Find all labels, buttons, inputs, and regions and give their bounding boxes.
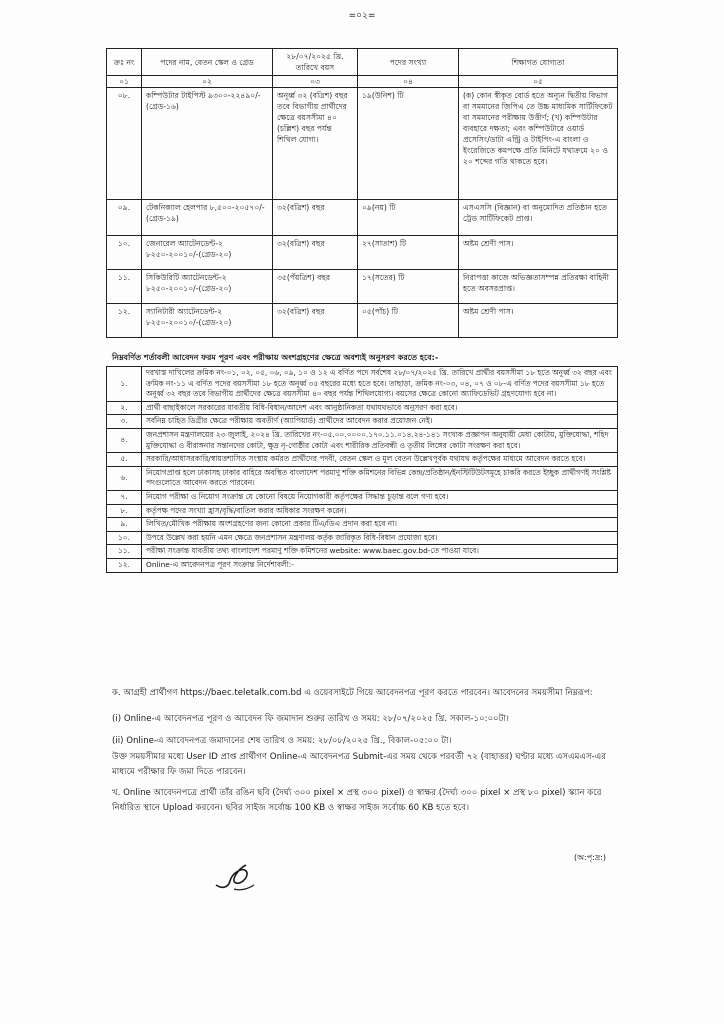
condition-serial: ৩.	[107, 415, 142, 429]
sms-fee-note: উক্ত সময়সীমার মধ্যে User ID প্রাপ্ত প্রার্থীগণ Online-এ আবেদনপত্র Submit-এর সময় থেকে পরবর্তী ৭২ (বাহাত্তর) ঘণ্টার মধ্যে এসএমএস-এর মাধ্যমে পরীক্ষার ফি জমা দিতে পারবেন।	[112, 752, 606, 777]
conditions-heading: নিম্নবর্ণিত শর্তাবলী আবেদন ফরম পূরণ এবং পরীক্ষায় অংশগ্রহণের ক্ষেত্রে অবশ্যই অনুসরণ করতে হবে:-	[112, 353, 439, 362]
application-start-deadline: (i) Online-এ আবেদনপত্র পূরণ ও আবেদন ফি জমাদান শুরুর তারিখ ও সময়: ২৮/০৭/২০২৫ খ্রি. সকাল-১০:০০টা।	[112, 714, 509, 724]
condition-serial: ২.	[107, 401, 142, 415]
header-age: ২৮/০৭/২০২৫ খ্রি. তারিখে বয়স	[273, 49, 358, 76]
condition-serial: ১.	[107, 367, 142, 402]
condition-serial: ৪.	[107, 428, 142, 452]
condition-row	[107, 367, 618, 402]
condition-text: উপরে উল্লেখ করা হয়নি এমন ক্ষেত্রে জনপ্রশাসন মন্ত্রণালয় কর্তৃক জারিকৃত বিধি-বিধান প্রযোজ্য হবে।	[142, 531, 618, 545]
column-number: ০১	[107, 76, 142, 88]
posts-table	[106, 48, 618, 338]
condition-serial: ৮.	[107, 504, 142, 518]
row-serial: ০৯.	[107, 200, 142, 236]
table-row	[107, 236, 618, 270]
condition-row	[107, 466, 618, 490]
condition-text: Online-এ আবেদনপত্র পূরণ সংক্রান্ত নির্দেশাবলী:-	[142, 558, 618, 572]
page-number: =০২=	[348, 11, 376, 21]
condition-serial: ৬.	[107, 466, 142, 490]
condition-text: প্রার্থী বাছাইকালে সরকারের যাবতীয় বিধি-বিধান/আদেশ এবং আনুষ্ঠানিকতা যথাযথভাবে অনুসরণ করা হবে।	[142, 401, 618, 415]
row-qualification: অষ্টম শ্রেণী পাস।	[459, 236, 618, 270]
header-count: পদের সংখ্যা	[358, 49, 459, 76]
row-age: ৩২(বত্রিশ) বছর	[273, 200, 358, 236]
table-row	[107, 88, 618, 200]
application-intro: ক. আগ্রহী প্রার্থীগণ https://baec.teletalk.com.bd এ ওয়েবসাইটে গিয়ে আবেদনপত্র পূরণ করতে পারবেন। আবেদনের সময়সীমা নিম্নরূপ:	[112, 688, 593, 698]
table-row	[107, 304, 618, 338]
column-number: ০৩	[273, 76, 358, 88]
condition-text: নিয়োগপ্রাপ্ত হলে ঢাকাসহ ঢাকার বাহিরে অবস্থিত বাংলাদেশ পরমাণু শক্তি কমিশনের বিভিন্ন কেন্দ্র/প্রতিষ্ঠান/ইনস্টিটিউটসমূহে চাকরি করতে ইচ্ছুক প্রার্থীগণই সংশ্লিষ্ট পদগুলোতে আবেদন করতে পারবেন।	[142, 466, 618, 490]
condition-row	[107, 490, 618, 504]
condition-text: কর্তৃপক্ষ পদের সংখ্যা হ্রাস/বৃদ্ধি/বাতিল করার অধিকার সংরক্ষণ করেন।	[142, 504, 618, 518]
row-post-name: সিকিউরিটি অ্যাটেনডেন্ট-২ ৮২৫০-২০০১০/-(গ্রেড-২০)	[142, 270, 273, 304]
condition-serial: ১১.	[107, 545, 142, 559]
row-serial: ০৮.	[107, 88, 142, 200]
continued-note: (অ:পৃ:দ্র:)	[574, 853, 607, 862]
row-post-name: কম্পিউটার টাইপিস্ট ৯৩০০-২২৪৯০/-(গ্রেড-১৬)	[142, 88, 273, 200]
column-number-row	[107, 76, 618, 88]
row-qualification: (ক) কোন স্বীকৃত বোর্ড হতে অন্যূন দ্বিতীয় বিভাগ বা সমমানের জিপিএ তে উচ্চ মাধ্যমিক সার্টিফিকেট বা সমমানের পরীক্ষায় উত্তীর্ণ; (খ) কম্পিউটার ব্যবহারে দক্ষতা; এবং কম্পিউটারে ওয়ার্ড প্রসেসিং/ডাটা এন্ট্রি ও টাইপিং-এ বাংলা ও ইংরেজিতে কমপক্ষে প্রতি মিনিটে যথাক্রমে ২০ ও ২০ শব্দের গতি থাকতে হবে।	[459, 88, 618, 200]
row-serial: ১১.	[107, 270, 142, 304]
condition-serial: ৫.	[107, 453, 142, 467]
condition-serial: ১২.	[107, 558, 142, 572]
row-post-name: টেকনিক্যাল হেলপার ৮,৫০০-২০৫৭০/-(গ্রেড-১৯)	[142, 200, 273, 236]
condition-row	[107, 428, 618, 452]
condition-row	[107, 545, 618, 559]
condition-serial: ৭.	[107, 490, 142, 504]
row-post-name: স্যানিটারী অ্যাটেনডেন্ট-২ ৮২৫০-২০০১০/-(গ্রেড-২০)	[142, 304, 273, 338]
row-qualification: এসএসসি (বিজ্ঞান) বা অনুমোদিত প্রতিষ্ঠান হতে ট্রেড সার্টিফিকেট প্রাপ্ত।	[459, 200, 618, 236]
row-qualification: নিরাপত্তা কাজে অভিজ্ঞতাসম্পন্ন প্রতিরক্ষা বাহিনী হতে অবসরপ্রাপ্ত।	[459, 270, 618, 304]
row-age: ৩২(বত্রিশ) বছর	[273, 236, 358, 270]
signature-mark	[212, 855, 260, 899]
row-age: অনূর্ধ্ব ৩২ (বত্রিশ) বছর তবে বিভাগীয় প্রার্থীদের ক্ষেত্রে বয়সসীমা ৪০ (চল্লিশ) বছর পর্যন্ত শিথিল যোগ্য।	[273, 88, 358, 200]
condition-serial: ১০.	[107, 531, 142, 545]
condition-text: দরখাস্ত দাখিলের ক্রমিক নং-০১, ০২, ০৫, ০৬, ০৯, ১০ ও ১২ এ বর্ণিত পদে সর্বশেষ ২৮/০৭/২০২৫ খ্রি. তারিখে প্রার্থীর বয়সসীমা ১৮ হতে অনূর্ধ্ব ৩২ বছর এবং ক্রমিক নং-১১ এ বর্ণিত পদের বয়সসীমা ১৮ হতে অনূর্ধ্ব ৩৫ বছরের মধ্যে হতে হবে। তাছাড়া, ক্রমিক নং-০৩, ০৪, ০৭ ও ০৮-এ বর্ণিত পদের বয়সসীমা ১৮ হতে অনূর্ধ্ব ৩২ বছর তবে বিভাগীয় প্রার্থীদের ক্ষেত্রে বয়সসীমা ৪০ বছর পর্যন্ত শিথিলযোগ্য। বয়সের ক্ষেত্রে কোনো অ্যাফিডেভিট গ্রহণযোগ্য হবে না।	[142, 367, 618, 402]
condition-text: জনপ্রশাসন মন্ত্রণালয়ের ২৩ জুলাই, ২০২৪ খ্রি. তারিখের নং-০৫.০০.০০০০.১৭০.১১.০১৪.২৪-১৪১ সংখ্যক প্রজ্ঞাপন অনুযায়ী মেধা কোটায়, মুক্তিযোদ্ধা, শহিদ মুক্তিযোদ্ধা ও বীরাঙ্গনার সন্তানদের কোটা, ক্ষুদ্র নৃ-গোষ্ঠীর কোটা এবং শারীরিক প্রতিবন্ধী ও তৃতীয় লিঙ্গের কোটা সংরক্ষণ করা হবে।	[142, 428, 618, 452]
table-header-row	[107, 49, 618, 76]
column-number: ০৫	[459, 76, 618, 88]
row-qualification: অষ্টম শ্রেণী পাস।	[459, 304, 618, 338]
condition-row	[107, 518, 618, 532]
application-end-deadline: (ii) Online-এ আবেদনপত্র জমাদানের শেষ তারিখ ও সময়: ২৮/০৮/২০২৫ খ্রি., বিকাল-০৫:০০ টা।	[112, 736, 452, 746]
row-post-name: জেনারেল অ্যাটেনডেন্ট-২ ৮২৫০-২০০১০/-(গ্রেড-২০)	[142, 236, 273, 270]
column-number: ০৪	[358, 76, 459, 88]
condition-row	[107, 401, 618, 415]
condition-text: নিয়োগ পরীক্ষা ও নিয়োগ সংক্রান্ত যে কোনো বিষয়ে নিয়োগকারী কর্তৃপক্ষের সিদ্ধান্ত চূড়ান্ত বলে গণ্য হবে।	[142, 490, 618, 504]
row-count: ২৭(সাতাশ) টি	[358, 236, 459, 270]
row-serial: ১২.	[107, 304, 142, 338]
column-number: ০২	[142, 76, 273, 88]
condition-row	[107, 531, 618, 545]
row-age: ৩৫(পঁয়ত্রিশ) বছর	[273, 270, 358, 304]
condition-row	[107, 453, 618, 467]
conditions-table	[106, 366, 618, 573]
condition-text: লিখিত/মৌখিক পরীক্ষায় অংশগ্রহণের জন্য কোনো প্রকার টিএ/ডিএ প্রদান করা হবে না।	[142, 518, 618, 532]
row-count: ১৯(উনিশ) টি	[358, 88, 459, 200]
condition-text: পরীক্ষা সংক্রান্ত যাবতীয় তথ্য বাংলাদেশ পরমাণু শক্তি কমিশনের website: www.baec.gov.bd-তে পাওয়া যাবে।	[142, 545, 618, 559]
table-row	[107, 270, 618, 304]
row-serial: ১০.	[107, 236, 142, 270]
condition-text: সরকারি/আধাসরকারি/স্বায়ত্তশাসিত সংস্থায় কর্মরত প্রার্থীদের পদবী, বেতন স্কেল ও মূল বেতন উল্লেখপূর্বক যথাযথ কর্তৃপক্ষের মাধ্যমে আবেদন করতে হবে।	[142, 453, 618, 467]
row-count: ০৫(পাঁচ) টি	[358, 304, 459, 338]
table-row	[107, 200, 618, 236]
condition-row	[107, 504, 618, 518]
row-age: ৩২(বত্রিশ) বছর	[273, 304, 358, 338]
row-count: ১৭(সতের) টি	[358, 270, 459, 304]
header-post-name: পদের নাম, বেতন স্কেল ও গ্রেড	[142, 49, 273, 76]
header-serial: ক্রঃ নং	[107, 49, 142, 76]
condition-text: সর্বনিম্ন চাহিত ডিগ্রীর ক্ষেত্রে পরীক্ষায় অবতীর্ণ (অ্যাপিয়ার্ড) প্রার্থীদের আবেদন করার প্রয়োজন নেই।	[142, 415, 618, 429]
condition-serial: ৯.	[107, 518, 142, 532]
photo-upload-note: খ. Online আবেদনপত্রে প্রার্থী তাঁর রঙিন ছবি (দৈর্ঘ্য ৩০০ pixel × প্রস্থ ৩০০ pixel) ও স্বাক্ষর (দৈর্ঘ্য ৩০০ pixel × প্রস্থ ৮০ pixel) স্ক্যান করে নির্ধারিত স্থানে Upload করবেন। ছবির সাইজ সর্বোচ্চ 100 KB ও স্বাক্ষর সাইজ সর্বোচ্চ 60 KB হতে হবে।	[112, 788, 602, 813]
condition-row	[107, 558, 618, 572]
condition-row	[107, 415, 618, 429]
row-count: ০৯(নয়) টি	[358, 200, 459, 236]
header-qualification: শিক্ষাগত যোগ্যতা	[459, 49, 618, 76]
